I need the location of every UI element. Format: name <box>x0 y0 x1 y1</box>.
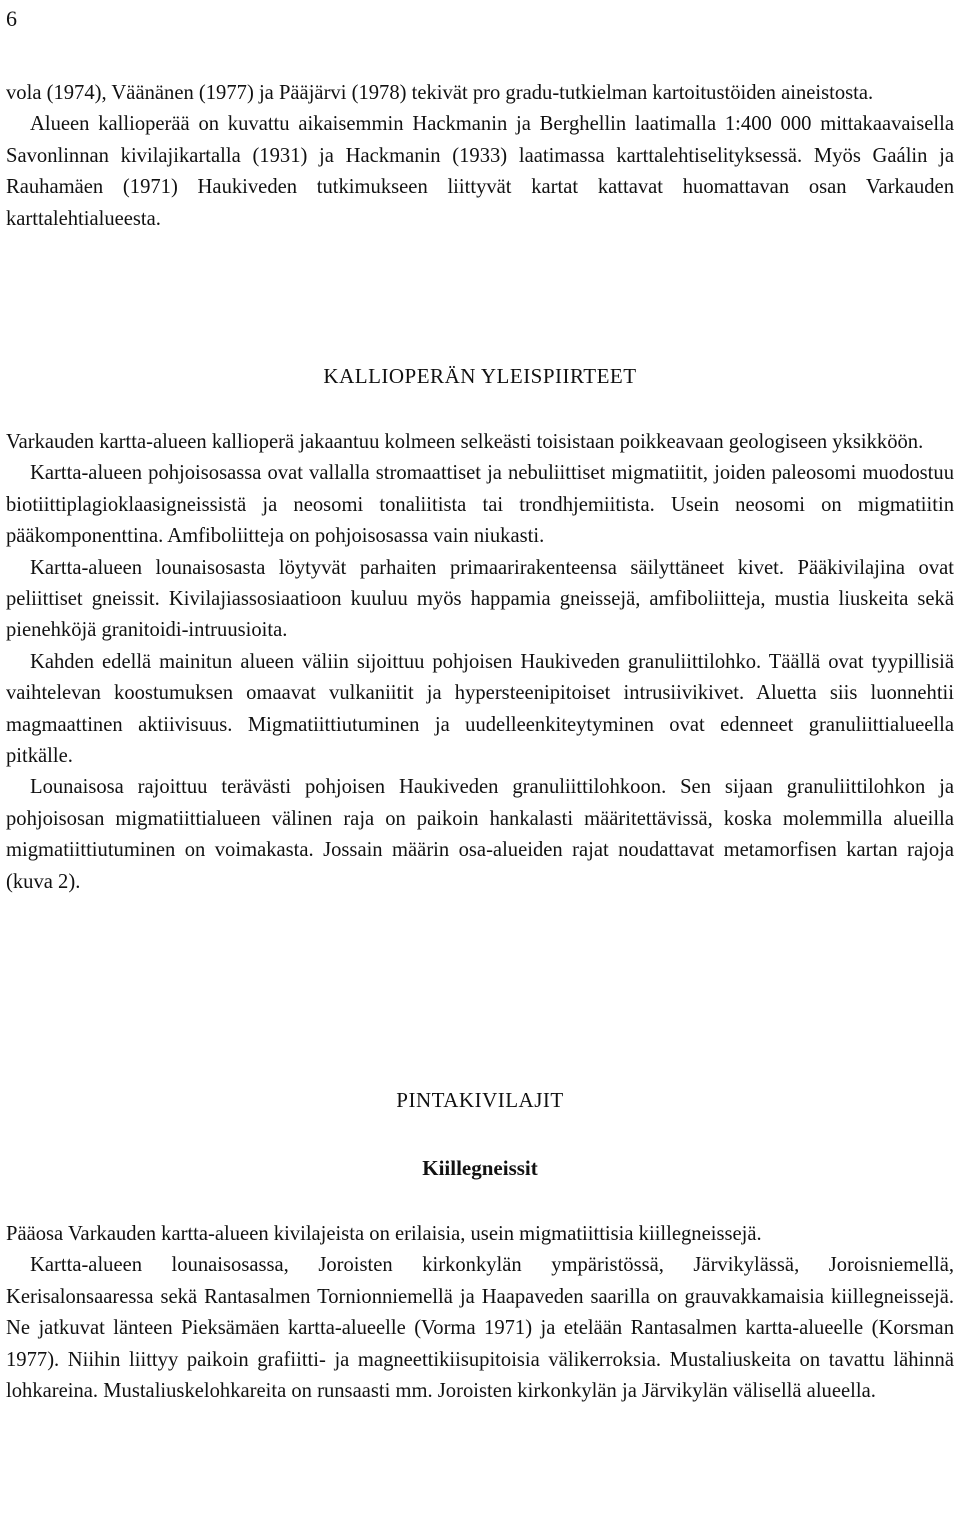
section2-text <box>6 1219 954 1407</box>
section1-paragraph-5: Lounaisosa rajoittuu terävästi pohjoisen Haukiveden granuliittilohkoon. Sen sijaan granuliittilohkon ja pohjoisosan migmatiittialueen välinen raja on paikoin hankalasti määritettävissä, koska molemmilla alueilla migmatiittiutuminen on voimakasta. Jossain määrin osa-alueiden rajat noudattavat metamorfisen kartan rajoja (kuva 2). <box>6 776 954 893</box>
intro-paragraph-1: vola (1974), Väänänen (1977) ja Pääjärvi (1978) tekivät pro gradu-tutkielman kartoitustöiden aineistosta. <box>6 82 874 104</box>
section2-paragraph-2: Kartta-alueen lounaisosassa, Joroisten kirkonkylän ympäristössä, Järvikylässä, Joroisniemellä, Kerisalonsaaressa sekä Rantasalmen Tornionniemellä ja Haapaveden saarilla on grauvakkamaisia kiillegneissejä. Ne jatkuvat länteen Pieksämäen kartta-alueelle (Vorma 1971) ja etelään Rantasalmen kartta-alueelle (Korsman 1977). Niihin liittyy paikoin grafiitti- ja magneettikiisupitoisia välikerroksia. Mustaliuskeita on tavattu lähinnä lohkareina. Mustaliuskelohkareita on runsaasti mm. Joroisten kirkonkylän ja Järvikylän välisellä alueella. <box>6 1254 954 1403</box>
subheading-kiillegneissit: Kiillegneissit <box>422 1156 538 1180</box>
section1-paragraph-3: Kartta-alueen lounaisosasta löytyvät parhaiten primaarirakenteensa säilyttäneet kivet. Pääkivilajina ovat peliittiset gneissit. Kivilajiassosiaatioon kuuluu myös happamia gneissejä, amfiboliitteja, mustia liuskeita sekä pienehköjä granitoidi-intruusioita. <box>6 556 954 642</box>
section-heading-kallioperan-yleispiirteet: KALLIOPERÄN YLEISPIIRTEET <box>323 364 637 388</box>
intro-text <box>6 78 954 235</box>
section1-text <box>6 427 954 898</box>
section1-paragraph-4: Kahden edellä mainitun alueen väliin sijoittuu pohjoisen Haukiveden granuliittilohko. Täällä ovat tyypillisiä vaihtelevan koostumuksen omaavat vulkaniitit ja hypersteenipitoiset intrusiivikivet. Aluetta siis luonnehtii magmaattinen aktiivisuus. Migmatiittiutuminen ja uudelleenkiteytyminen ovat edenneet granuliittialueella pitkälle. <box>6 650 954 768</box>
section1-paragraph-1: Varkauden kartta-alueen kallioperä jakaantuu kolmeen selkeästi toisistaan poikkeavaan geologiseen yksikköön. <box>6 431 924 453</box>
page-number: 6 <box>6 6 17 31</box>
section2-paragraph-1: Pääosa Varkauden kartta-alueen kivilajeista on erilaisia, usein migmatiittisia kiillegneissejä. <box>6 1223 762 1245</box>
section1-paragraph-2: Kartta-alueen pohjoisosassa ovat vallalla stromaattiset ja nebuliittiset migmatiitit, joiden paleosomi muodostuu biotiittiplagioklaasigneissistä ja neosomi tonaliitista tai trondhjemiitista. Usein neosomi on migmatiitin pääkomponenttina. Amfiboliitteja on pohjoisosassa vain niukasti. <box>6 462 954 548</box>
intro-paragraph-2: Alueen kallioperää on kuvattu aikaisemmin Hackmanin ja Berghellin laatimalla 1:400 000 mittakaavaisella Savonlinnan kivilajikartalla (1931) ja Hackmanin (1933) laatimassa karttalehtiselityksessä. Myös Gaálin ja Rauhamäen (1971) Haukiveden tutkimukseen liittyvät kartat kattavat huomattavan osan Varkauden karttalehtialueesta. <box>6 113 954 230</box>
section-heading-pintakivilajit: PINTAKIVILAJIT <box>396 1088 564 1112</box>
